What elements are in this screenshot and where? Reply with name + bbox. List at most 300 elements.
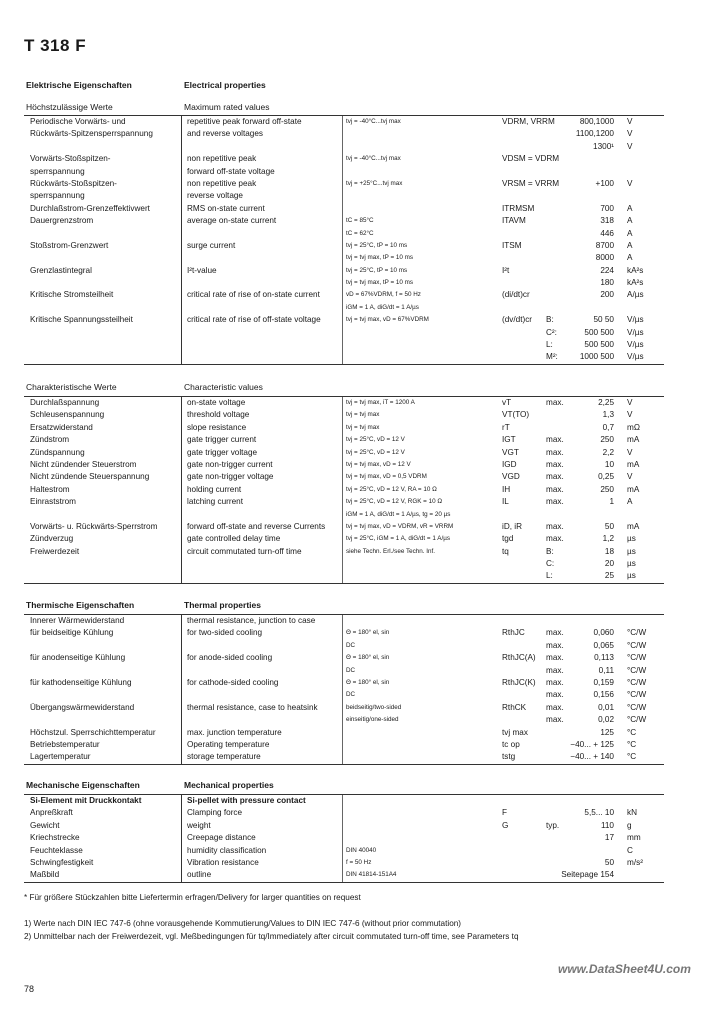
table-row (24, 751, 664, 763)
cell-unit: kA²s (627, 278, 644, 288)
cell-sym: VRSM = VRRM (502, 178, 560, 188)
cell-sym: RthCK (502, 702, 527, 712)
cell-q: max. (546, 497, 564, 507)
table-row (24, 570, 664, 582)
table-row (24, 652, 664, 664)
cell-val: 500 500 (584, 340, 614, 350)
cell-unit: V/µs (627, 352, 644, 362)
cell-unit: V (627, 472, 633, 482)
cell-sym: RthJC(A) (502, 653, 536, 663)
cell-de: Rückwärts-Stoßspitzen- (30, 178, 117, 188)
cell-unit: A (627, 203, 633, 213)
table-row (24, 509, 664, 521)
cell-sym: tc op (502, 739, 520, 749)
cell-cond: siehe Techn. Erl./see Techn. Inf. (346, 547, 436, 555)
cell-cond: Θ = 180° el, sin (346, 629, 390, 637)
cell-sym: G (502, 820, 509, 830)
cell-val: 0,159 (593, 677, 614, 687)
table-row (24, 302, 664, 314)
table-row (24, 869, 664, 881)
cell-en: Operating temperature (187, 739, 270, 749)
cell-unit: V/µs (627, 315, 644, 325)
cell-en: humidity classification (187, 845, 267, 855)
cell-cond: tvj = 25°C, vD = 12 V (346, 448, 405, 456)
cell-val: 50 (604, 521, 614, 531)
cell-unit: kA²s (627, 265, 644, 275)
section-title-en: Electrical properties (184, 80, 266, 90)
cell-en: max. junction temperature (187, 727, 282, 737)
section-title-en: Mechanical properties (184, 780, 274, 790)
cell-unit: V (627, 129, 633, 139)
cell-q: max. (546, 665, 564, 675)
cell-en: Clamping force (187, 808, 243, 818)
cell-val: 0,11 (598, 665, 614, 675)
cell-cond: tvj = tvj max, tP = 10 ms (346, 254, 414, 262)
cell-cond: tvj = 25°C, iGM = 1 A, diG/dt = 1 A/µs (346, 535, 450, 543)
cell-sym: (di/dt)cr (502, 290, 530, 300)
cell-de: Vorwärts- u. Rückwärts-Sperrstrom (30, 521, 158, 531)
cell-unit: °C/W (627, 665, 647, 675)
cell-de: Höchstzul. Sperrschichttemperatur (30, 727, 156, 737)
cell-cond: tC = 62°C (346, 229, 374, 237)
table-electrical (24, 115, 664, 365)
cell-de: Einraststrom (30, 497, 76, 507)
cell-val: Seitepage 154 (561, 870, 614, 880)
cell-cond: tvj = tvj max, vD = VDRM, vR = VRRM (346, 522, 454, 530)
cell-q: max. (546, 702, 564, 712)
table-row (24, 447, 664, 459)
cell-q: max. (546, 484, 564, 494)
cell-sym: vT (502, 398, 512, 407)
cell-q: max. (546, 677, 564, 687)
table-row (24, 795, 664, 807)
cell-de: Vorwärts-Stoßspitzen- (30, 154, 111, 164)
cell-cond: DC (346, 641, 356, 649)
cell-q: L: (546, 571, 553, 581)
cell-en: gate trigger current (187, 435, 257, 445)
cell-val: +100 (595, 178, 614, 188)
cell-sym: ITRMSM (502, 203, 535, 213)
cell-en: forward off-state and reverse Currents (187, 521, 326, 531)
cell-sym: F (502, 808, 508, 818)
cell-en: reverse voltage (187, 191, 243, 201)
cell-unit: °C/W (627, 640, 647, 650)
cell-de: sperrspannung (30, 166, 85, 176)
section-mechanical (24, 780, 664, 883)
cell-val: 1,3 (602, 410, 614, 420)
cell-val: 0,25 (598, 472, 614, 482)
cell-q: max. (546, 472, 564, 482)
cell-en: critical rate of rise of on-state current (187, 290, 320, 300)
cell-val: 700 (600, 203, 614, 213)
cell-val: 50 (604, 857, 614, 867)
table-row (24, 397, 664, 409)
cell-val: 446 (600, 228, 614, 238)
table-row (24, 327, 664, 339)
cell-sym: VDRM, VRRM (502, 117, 555, 126)
cell-cond: tvj = +25°C...tvj max (346, 179, 403, 187)
cell-unit: m/s² (627, 857, 643, 867)
page-title: T 318 F (24, 36, 87, 55)
cell-unit: mA (627, 521, 640, 531)
table-row (24, 240, 664, 252)
cell-en: I²t-value (187, 265, 217, 275)
cell-en: slope resistance (187, 422, 247, 432)
cell-sym: tgd (502, 534, 514, 544)
cell-en: storage temperature (187, 752, 261, 762)
cell-val: 20 (604, 559, 614, 569)
cell-sym: IGT (502, 435, 516, 445)
cell-q: typ. (546, 820, 560, 830)
table-row (24, 289, 664, 301)
cell-unit: °C (627, 739, 637, 749)
cell-val: 2,25 (598, 398, 614, 407)
cell-unit: V (627, 178, 633, 188)
cell-de: Grenzlastintegral (30, 265, 92, 275)
cell-val: 125 (600, 727, 614, 737)
cell-de: Feuchteklasse (30, 845, 83, 855)
cell-de: Nicht zündende Steuerspannung (30, 472, 150, 482)
cell-val: 800,1000 (579, 117, 614, 126)
cell-cond: tvj = 25°C, tP = 10 ms (346, 241, 408, 249)
cell-en: gate non-trigger current (187, 459, 273, 469)
cell-unit: V/µs (627, 327, 644, 337)
section-title-en: Characteristic values (184, 382, 263, 392)
cell-sym: tstg (502, 752, 516, 762)
cell-cond: tvj = tvj max, tP = 10 ms (346, 279, 414, 287)
cell-sym: IH (502, 484, 511, 494)
table-row (24, 116, 664, 128)
cell-sym: VGT (502, 447, 519, 457)
cell-val: 0,060 (593, 628, 614, 638)
cell-de: Rückwärts-Spitzensperrspannung (30, 129, 153, 139)
cell-de: Innerer Wärmewiderstand (30, 616, 125, 625)
cell-cond: tvj = tvj max (346, 411, 380, 419)
table-row (24, 228, 664, 240)
cell-de: Stoßstrom-Grenzwert (30, 240, 109, 250)
cell-en: for cathode-sided cooling (187, 677, 279, 687)
table-row (24, 459, 664, 471)
cell-unit: A (627, 253, 633, 263)
cell-de: Zündverzug (30, 534, 74, 544)
cell-q: L: (546, 340, 553, 350)
footnote-2: 2) Unmittelbar nach der Freiwerdezeit, vgl. Meßbedingungen für tq/Immediately after circuit commutated turn-off time, see Parameters tq (24, 932, 519, 941)
table-row (24, 521, 664, 533)
cell-val: 8000 (595, 253, 614, 263)
cell-unit: mA (627, 435, 640, 445)
cell-de: Anpreßkraft (30, 808, 73, 818)
cell-de: für anodenseitige Kühlung (30, 653, 126, 663)
cell-val: 0,02 (598, 715, 614, 725)
cell-cond: einseitig/one-sided (346, 716, 399, 724)
cell-q: C²: (546, 327, 557, 337)
table-mechanical (24, 794, 664, 883)
cell-sym: IL (502, 497, 509, 507)
cell-unit: mm (627, 833, 641, 843)
cell-val: 50 50 (593, 315, 614, 325)
cell-unit: °C/W (627, 702, 647, 712)
cell-unit: V (627, 117, 633, 126)
section-characteristic (24, 382, 664, 584)
cell-sym: ITSM (502, 240, 522, 250)
table-row (24, 807, 664, 819)
table-row (24, 434, 664, 446)
section-title-de: Elektrische Eigenschaften (26, 80, 132, 90)
cell-en: repetitive peak forward off-state (187, 117, 302, 126)
cell-cond: iGM = 1 A, diG/dt = 1 A/µs, tg = 20 µs (346, 510, 451, 518)
cell-val: 1000 500 (579, 352, 614, 362)
cell-val: −40... + 140 (570, 752, 614, 762)
section-title-de: Charakteristische Werte (26, 382, 117, 392)
table-row (24, 484, 664, 496)
table-row (24, 558, 664, 570)
cell-sym: (dv/dt)cr (502, 315, 533, 325)
table-row (24, 471, 664, 483)
cell-en: circuit commutated turn-off time (187, 546, 302, 556)
cell-de: Si-Element mit Druckkontakt (30, 796, 142, 805)
cell-unit: A/µs (627, 290, 644, 300)
cell-cond: DIN 40040 (346, 846, 377, 854)
cell-q: max. (546, 690, 564, 700)
cell-q: max. (546, 435, 564, 445)
cell-val: 0,113 (594, 653, 614, 663)
table-row (24, 277, 664, 289)
cell-val: 200 (600, 290, 614, 300)
cell-sym: RthJC(K) (502, 677, 536, 687)
cell-de: Schwingfestigkeit (30, 857, 94, 867)
cell-cond: beidseitig/two-sided (346, 703, 402, 711)
table-row (24, 665, 664, 677)
cell-en: thermal resistance, junction to case (187, 616, 316, 625)
cell-val: 2,2 (602, 447, 614, 457)
cell-val: 17 (604, 833, 614, 843)
cell-val: 0,156 (593, 690, 614, 700)
cell-en: latching current (187, 497, 243, 507)
table-row (24, 677, 664, 689)
table-row (24, 496, 664, 508)
table-row (24, 339, 664, 351)
cell-en: on-state voltage (187, 398, 246, 407)
cell-cond: tvj = 25°C, vD = 12 V, RA = 10 Ω (346, 485, 437, 493)
table-row (24, 702, 664, 714)
cell-de: Kritische Spannungssteilheit (30, 315, 133, 325)
cell-q: max. (546, 640, 564, 650)
cell-de: Kritische Stromsteilheit (30, 290, 114, 300)
table-row (24, 178, 664, 190)
table-row (24, 128, 664, 140)
cell-val: 8700 (595, 240, 614, 250)
table-row (24, 845, 664, 857)
cell-en: Vibration resistance (187, 857, 259, 867)
cell-en: holding current (187, 484, 242, 494)
cell-val: 10 (604, 459, 614, 469)
cell-en: for anode-sided cooling (187, 653, 273, 663)
table-row (24, 252, 664, 264)
table-row (24, 166, 664, 178)
cell-en: threshold voltage (187, 410, 250, 420)
cell-de: sperrspannung (30, 191, 85, 201)
cell-cond: DIN 41814-151A4 (346, 871, 397, 879)
table-row (24, 265, 664, 277)
cell-en: gate non-trigger voltage (187, 472, 274, 482)
cell-en: forward off-state voltage (187, 166, 275, 176)
cell-val: 0,01 (598, 702, 614, 712)
cell-val: 0,065 (593, 640, 614, 650)
cell-q: B: (546, 546, 554, 556)
table-row (24, 422, 664, 434)
cell-unit: V (627, 410, 633, 420)
table-thermal (24, 614, 664, 765)
cell-cond: tvj = 25°C, tP = 10 ms (346, 266, 408, 274)
cell-val: 318 (600, 216, 614, 226)
table-row (24, 141, 664, 153)
watermark: www.DataSheet4U.com (558, 962, 691, 976)
cell-val: −40... + 125 (570, 739, 614, 749)
cell-cond: tvj = tvj max, iT = 1200 A (346, 399, 415, 406)
cell-sym: ITAVM (502, 216, 526, 226)
cell-cond: tvj = tvj max, vD = 67%VDRM (346, 316, 429, 324)
table-row (24, 714, 664, 726)
cell-sym: I²t (502, 265, 510, 275)
cell-en: RMS on-state current (187, 203, 265, 213)
cell-sym: iD, iR (502, 521, 523, 531)
cell-de: Haltestrom (30, 484, 70, 494)
table-row (24, 351, 664, 363)
cell-unit: °C/W (627, 690, 647, 700)
cell-cond: tvj = 25°C, vD = 12 V (346, 436, 405, 444)
cell-de: Kriechstrecke (30, 833, 80, 843)
cell-en: surge current (187, 240, 236, 250)
cell-unit: mA (627, 484, 640, 494)
section-electrical (24, 80, 664, 365)
cell-de: Ersatzwiderstand (30, 422, 93, 432)
cell-cond: Θ = 180° el, sin (346, 654, 390, 662)
cell-de: Freiwerdezeit (30, 546, 80, 556)
table-row (24, 832, 664, 844)
subsection-title-en: Maximum rated values (184, 102, 270, 112)
cell-sym: rT (502, 422, 510, 432)
cell-q: max. (546, 459, 564, 469)
cell-unit: A (627, 240, 633, 250)
cell-unit: °C (627, 752, 637, 762)
cell-q: B: (546, 315, 554, 325)
table-row (24, 409, 664, 421)
cell-de: Durchlaßstrom-Grenzeffektivwert (30, 203, 150, 213)
cell-de: Zündspannung (30, 447, 85, 457)
cell-sym: tvj max (502, 727, 528, 737)
table-characteristic (24, 396, 664, 584)
cell-de: für kathodenseitige Kühlung (30, 677, 132, 687)
cell-de: Zündstrom (30, 435, 70, 445)
cell-q: max. (546, 534, 564, 544)
table-row (24, 203, 664, 215)
footnote-star: * Für größere Stückzahlen bitte Liefertermin erfragen/Delivery for larger quantities on request (24, 893, 361, 902)
cell-en: and reverse voltages (187, 129, 264, 139)
cell-cond: tvj = tvj max, vD = 12 V (346, 460, 411, 468)
cell-en: Creepage distance (187, 833, 256, 843)
cell-val: 25 (604, 571, 614, 581)
cell-unit: °C/W (627, 628, 647, 638)
cell-unit: V (627, 447, 633, 457)
cell-unit: °C/W (627, 653, 647, 663)
cell-en: Si-pellet with pressure contact (187, 796, 306, 805)
cell-unit: kN (627, 808, 638, 818)
cell-cond: iGM = 1 A, diG/dt = 1 A/µs (346, 303, 419, 311)
cell-de: Periodische Vorwärts- und (30, 117, 126, 126)
cell-de: Schleusenspannung (30, 410, 105, 420)
cell-sym: tq (502, 546, 509, 556)
cell-en: average on-state current (187, 216, 277, 226)
cell-val: 250 (600, 435, 614, 445)
cell-de: Dauergrenzstrom (30, 216, 94, 226)
cell-val: 1300¹ (593, 141, 614, 151)
cell-val: 110 (600, 820, 614, 830)
cell-cond: tvj = tvj max, vD = 0,5 VDRM (346, 473, 427, 481)
cell-de: Lagertemperatur (30, 752, 91, 762)
cell-unit: °C (627, 727, 637, 737)
cell-val: 0,7 (602, 422, 614, 432)
cell-val: 1 (609, 497, 614, 507)
cell-unit: µs (627, 571, 636, 581)
cell-q: M²: (546, 352, 558, 362)
cell-unit: µs (627, 546, 636, 556)
cell-cond: f = 50 Hz (346, 858, 372, 866)
cell-unit: g (627, 820, 632, 830)
table-row (24, 727, 664, 739)
cell-unit: A (627, 216, 633, 226)
cell-cond: tvj = tvj max (346, 423, 380, 431)
cell-q: max. (546, 521, 564, 531)
cell-en: outline (187, 870, 212, 880)
cell-cond: Θ = 180° el, sin (346, 678, 390, 686)
cell-sym: IGD (502, 459, 517, 469)
table-row (24, 314, 664, 326)
table-row (24, 640, 664, 652)
cell-cond: DC (346, 691, 356, 699)
cell-q: max. (546, 447, 564, 457)
table-row (24, 546, 664, 558)
cell-val: 180 (600, 278, 614, 288)
cell-en: gate controlled delay time (187, 534, 281, 544)
table-row (24, 820, 664, 832)
cell-cond: tC = 85°C (346, 217, 374, 225)
cell-de: Gewicht (30, 820, 60, 830)
cell-unit: µs (627, 534, 636, 544)
cell-val: 18 (604, 546, 614, 556)
section-title-en: Thermal properties (184, 600, 261, 610)
table-row (24, 689, 664, 701)
cell-q: max. (546, 715, 564, 725)
cell-unit: V/µs (627, 340, 644, 350)
subsection-title-de: Höchstzulässige Werte (26, 102, 113, 112)
cell-en: thermal resistance, case to heatsink (187, 702, 318, 712)
cell-val: 224 (600, 265, 614, 275)
section-title-de: Thermische Eigenschaften (26, 600, 135, 610)
footnote-1: 1) Werte nach DIN IEC 747-6 (ohne vorausgehende Kommutierung/Values to DIN IEC 747-6 (without prior commutation) (24, 919, 462, 928)
cell-de: Nicht zündender Steuerstrom (30, 459, 137, 469)
cell-val: 1100,1200 (575, 129, 614, 139)
table-row (24, 153, 664, 165)
cell-unit: °C/W (627, 677, 647, 687)
cell-cond: vD = 67%VDRM, f = 50 Hz (346, 291, 421, 299)
cell-de: Betriebstemperatur (30, 739, 100, 749)
cell-sym: VGD (502, 472, 520, 482)
cell-unit: mΩ (627, 422, 640, 432)
cell-q: max. (546, 653, 564, 663)
cell-en: non repetitive peak (187, 178, 257, 188)
table-row (24, 857, 664, 869)
cell-unit: A (627, 228, 633, 238)
